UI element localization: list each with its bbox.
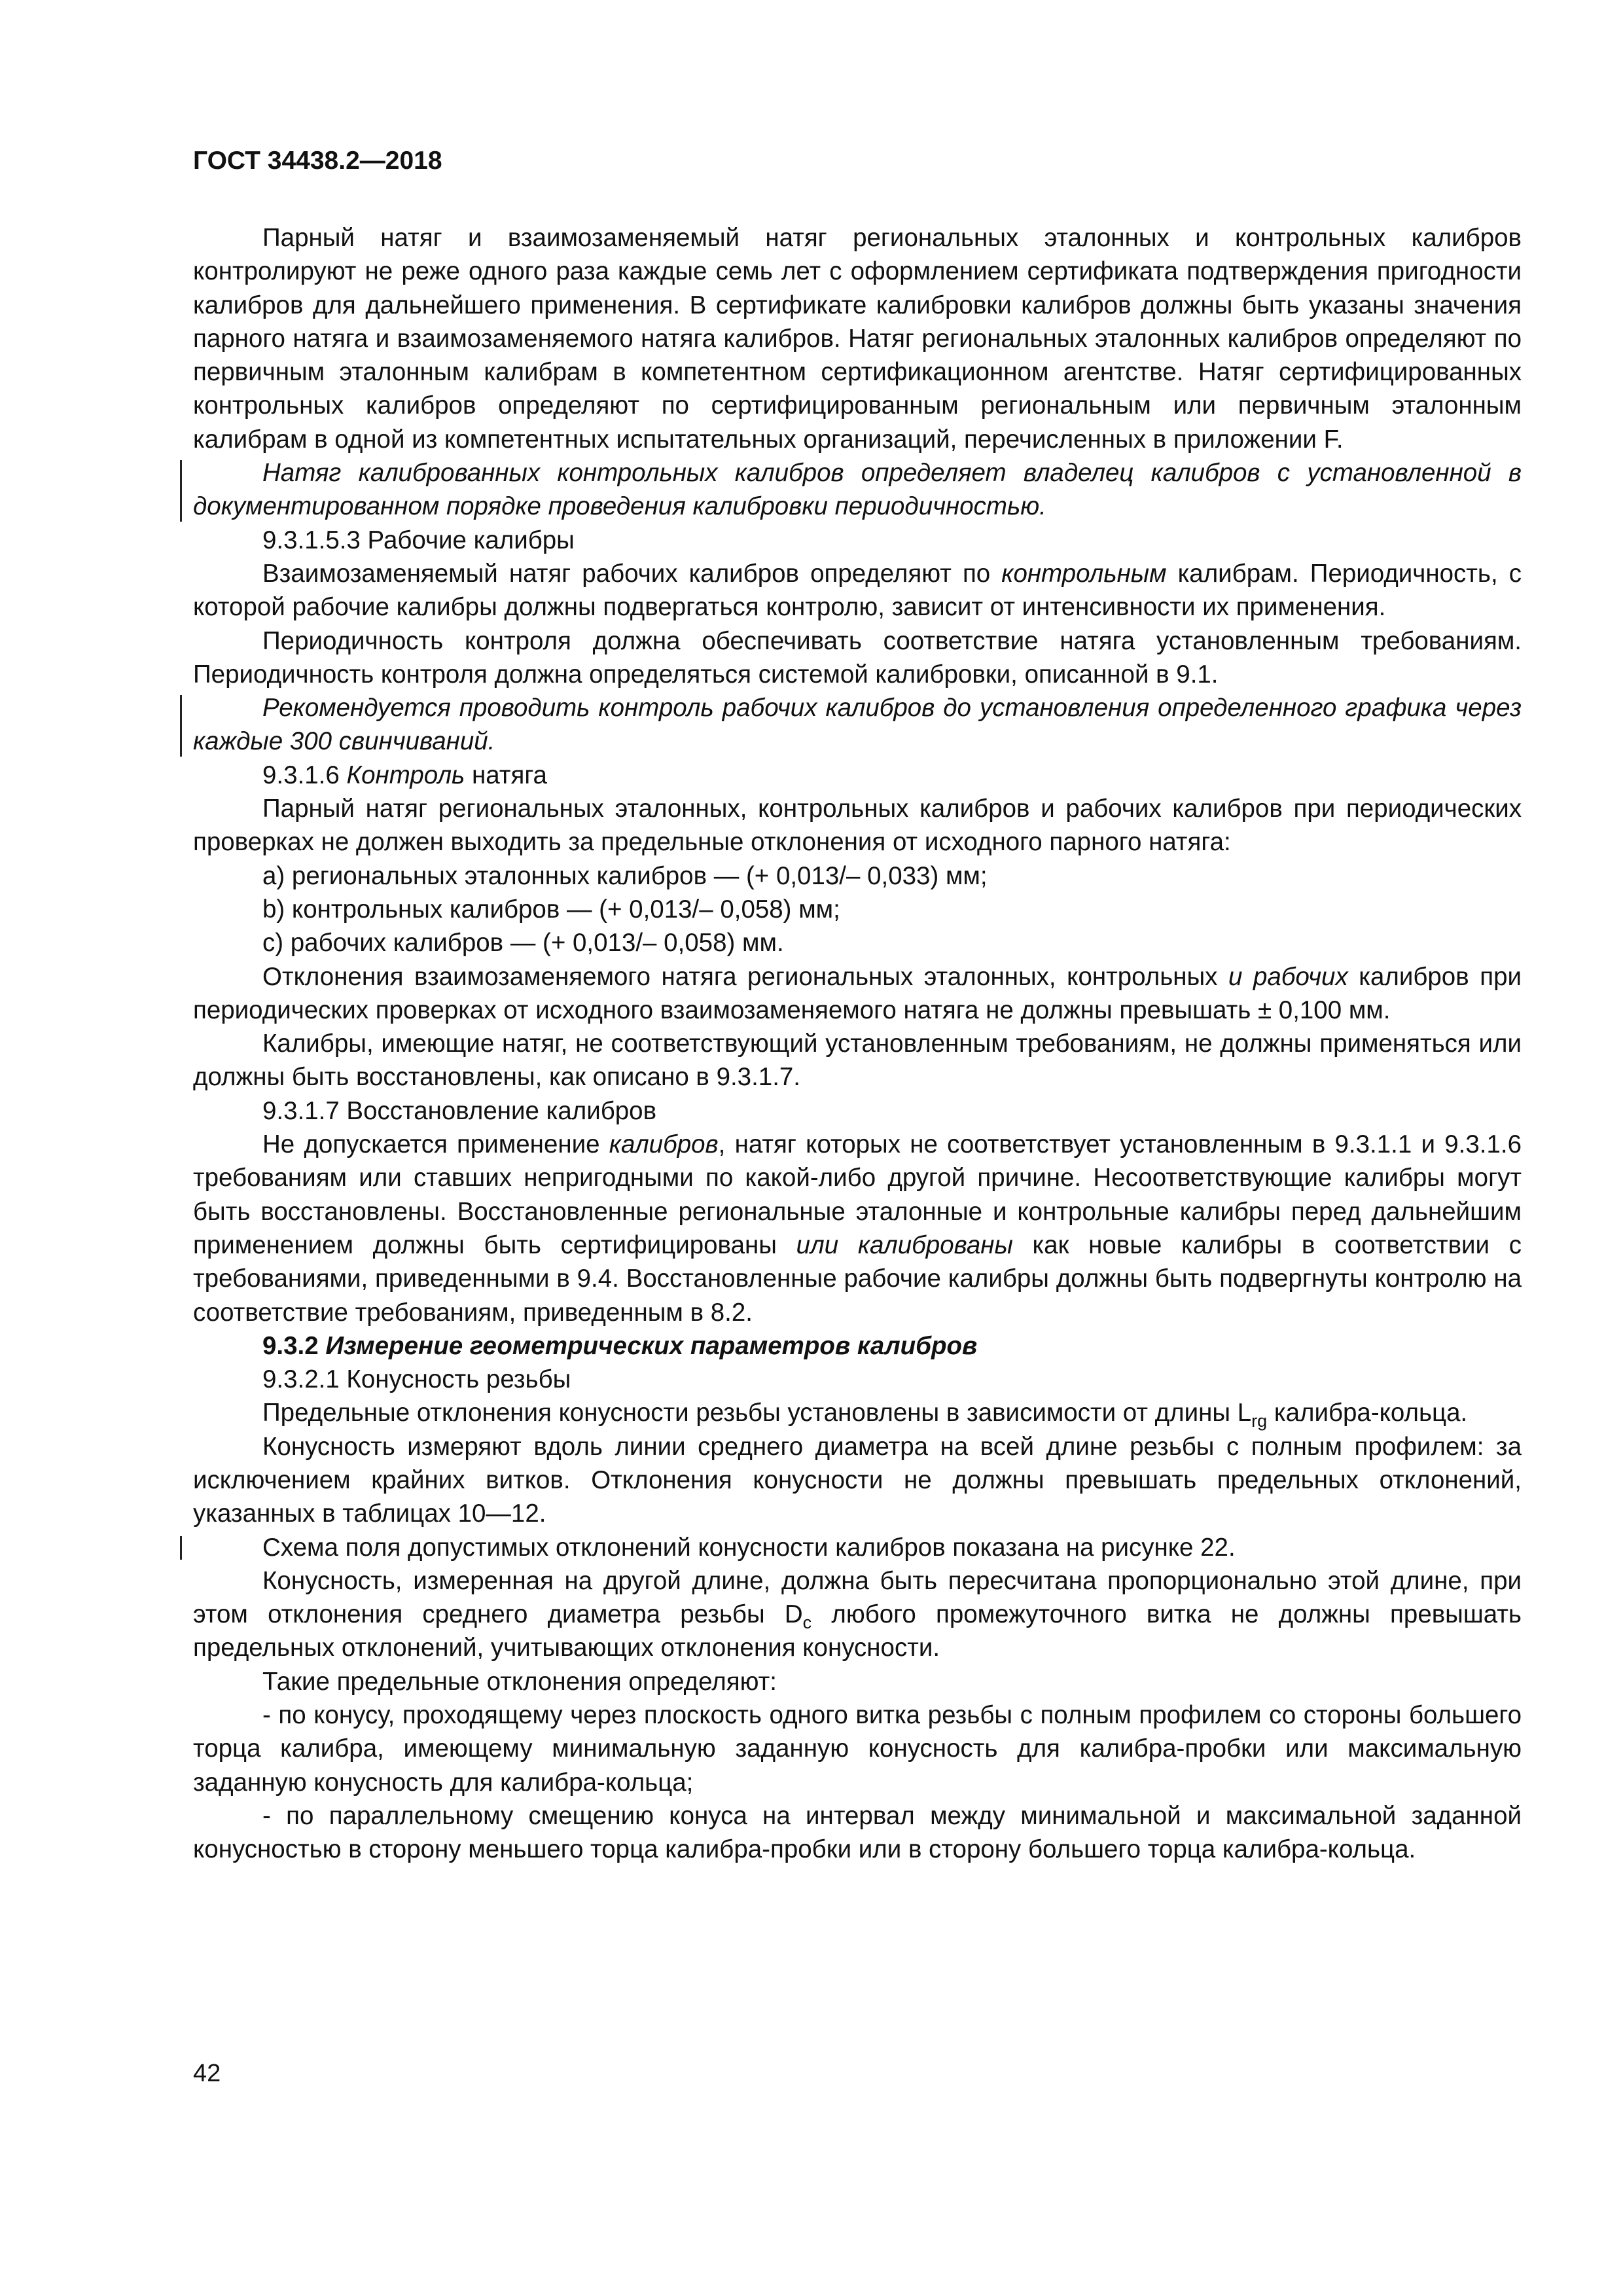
text-run: калибрам. Периодичность, с которой рабочие калибры должны подвергаться контролю, зависит от интенсивности их применения. — [193, 559, 1522, 622]
list-item-c: c) рабочих калибров — (+ 0,013/– 0,058) мм. — [262, 929, 784, 958]
paragraph-taper-limits — [193, 1396, 1522, 1429]
paragraph-interchangeable-deviation — [193, 960, 1522, 1028]
document-page — [193, 144, 1522, 1867]
text-run: Взаимозаменяемый натяг рабочих калибров определяют по — [262, 559, 1002, 588]
text-run: калибра-кольца. — [1267, 1399, 1468, 1427]
italic-run: контрольным — [1001, 559, 1167, 588]
change-bar — [180, 460, 182, 522]
dash-item-cone: - по конусу, проходящему через плоскость одного витка резьбы с полным профилем со стороны большего торца калибра, имеющему минимальную заданную конусность для калибра-пробки или максимальную заданную конусность для калибра-кольца; — [193, 1701, 1522, 1797]
clause-9-3-2-1-heading: 9.3.2.1 Конусность резьбы — [262, 1365, 571, 1394]
text-run: Отклонения взаимозаменяемого натяга региональных эталонных, контрольных — [262, 962, 1228, 991]
text-run: Предельные отклонения конусности резьбы установлены в зависимости от длины L — [262, 1399, 1252, 1427]
paragraph-restoration — [193, 1128, 1522, 1329]
paragraph-working-gauges — [193, 557, 1522, 624]
paragraph-text: Натяг калиброванных контрольных калибров определяет владелец калибров с установленной в документированном порядке проведения калибровки периодичностью. — [193, 459, 1522, 521]
dash-item-shift: - по параллельному смещению конуса на интервал между минимальной и максимальной заданной конусностью в сторону меньшего торца калибра-пробки или в сторону большего торца калибра-кольца. — [193, 1801, 1522, 1864]
subscript: c — [802, 1613, 812, 1633]
clause-9-3-1-5-3-heading: 9.3.1.5.3 Рабочие калибры — [262, 526, 575, 554]
text-run: любого промежуточного витка не должны превышать предельных отклонений, учитывающих отклонения конусности. — [193, 1600, 1522, 1662]
bold-run: 9.3.2 — [262, 1331, 326, 1360]
paragraph-taper-measurement: Конусность измеряют вдоль линии среднего диаметра на всей длине резьбы с полным профилем: за исключением крайних витков. Отклонения конусности не должны превышать предельных отклонений, указанных в таблицах 10—12. — [193, 1432, 1522, 1528]
subscript: rg — [1251, 1411, 1268, 1431]
clause-9-3-1-6-heading — [193, 759, 1522, 792]
paragraph-recalculation — [193, 1564, 1522, 1665]
change-bar — [180, 1536, 182, 1560]
text-run: Конусность, измеренная на другой длине, должна быть пересчитана пропорционально этой длине, при этом отклонения среднего диаметра резьбы D — [193, 1566, 1522, 1629]
paragraph-text: Рекомендуется проводить контроль рабочих калибров до установления определенного графика через каждые 300 свинчиваний. — [193, 694, 1522, 756]
italic-run: калибров — [609, 1130, 719, 1159]
paragraph-owner-periodicity — [193, 456, 1522, 524]
paragraph-nonconforming-gauges: Калибры, имеющие натяг, не соответствующий установленным требованиям, не должны применяться или должны быть восстановлены, как описано в 9.3.1.7. — [193, 1030, 1522, 1092]
bold-italic-run: Измерение геометрических параметров калибров — [325, 1331, 978, 1360]
paragraph-control-periodicity: Периодичность контроля должна обеспечивать соответствие натяга установленным требованиям. Периодичность контроля должна определяться системой калибровки, описанной в 9.1. — [193, 626, 1522, 689]
paragraph-recommendation — [193, 691, 1522, 759]
text-run: как новые калибры в соответствии с требованиями, приведенными в 9.4. Восстановленные рабочие калибры должны быть подвергнуты контролю на соответствие требованиям, приведенным в 8.2. — [193, 1230, 1522, 1327]
paragraph-calibration-certificate: Парный натяг и взаимозаменяемый натяг региональных эталонных и контрольных калибров контролируют не реже одного раза каждые семь лет с оформлением сертификата подтверждения пригодности калибров для дальнейшего применения. В сертификате калибровки калибров должны быть указаны значения парного натяга и взаимозаменяемого натяга калибров. Натяг региональных эталонных калибров определяют по первичным эталонным калибрам в компетентном сертификационном агентстве. Натяг сертифицированных контрольных калибров определяют по сертифицированным региональным или первичным эталонным калибрам в одной из компетентных испытательных организаций, перечисленных в приложении F. — [193, 224, 1522, 454]
text-run: Не допускается применение — [262, 1130, 609, 1159]
italic-run: Контроль — [346, 761, 465, 789]
paragraph-figure-reference — [193, 1531, 1522, 1564]
clause-9-3-2-heading — [193, 1329, 1522, 1363]
italic-run: и рабочих — [1228, 962, 1348, 991]
paragraph-text: Схема поля допустимых отклонений конусности калибров показана на рисунке 22. — [262, 1533, 1236, 1562]
list-item-b: b) контрольных калибров — (+ 0,013/– 0,058) мм; — [262, 895, 840, 924]
paragraph-paired-standoff: Парный натяг региональных эталонных, контрольных калибров и рабочих калибров при периодических проверках не должен выходить за предельные отклонения от исходного парного натяга: — [193, 795, 1522, 857]
paragraph-limits-intro: Такие предельные отклонения определяют: — [262, 1667, 777, 1696]
italic-run: или калиброваны — [796, 1230, 1013, 1259]
list-item-a: a) региональных эталонных калибров — (+ 0,013/– 0,033) мм; — [262, 861, 988, 890]
change-bar — [180, 695, 182, 757]
clause-9-3-1-7-heading: 9.3.1.7 Восстановление калибров — [262, 1096, 657, 1125]
page-number: 42 — [193, 2060, 221, 2087]
text-run: , натяг которых не соответствует установленным в 9.3.1.1 и 9.3.1.6 требованиям или ставших непригодными по какой-либо другой причине. Несоответствующие калибры могут быть восстановлены. Восстановленные региональные эталонные и контрольные калибры перед дальнейшим применением должны быть сертифицированы — [193, 1130, 1522, 1259]
document-header: ГОСТ 34438.2—2018 — [193, 147, 442, 175]
text-run: натяга — [465, 761, 547, 789]
text-run: 9.3.1.6 — [262, 761, 347, 789]
text-run: калибров при периодических проверках от исходного взаимозаменяемого натяга не должны превышать ± 0,100 мм. — [193, 962, 1522, 1024]
